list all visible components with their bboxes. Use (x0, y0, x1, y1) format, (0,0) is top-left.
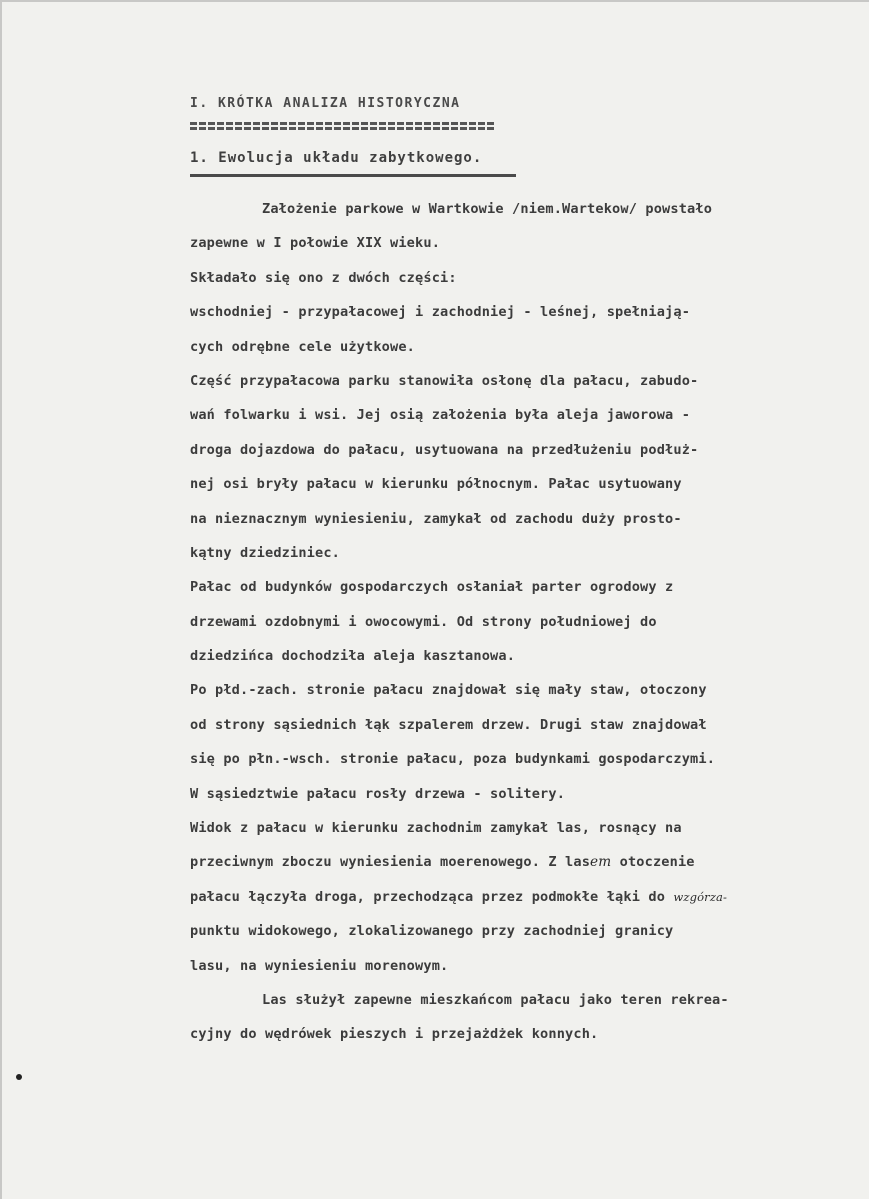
text-line: Las służył zapewne mieszkańcom pałacu jako teren rekrea- (262, 991, 729, 1008)
section-heading: I. KRÓTKA ANALIZA HISTORYCZNA (190, 96, 461, 111)
text-line: przeciwnym zboczu wyniesienia moerenowego. Z lasem otoczenie (190, 854, 695, 871)
text-line: wschodniej - przypałacowej i zachodniej - leśnej, spełniają- (190, 304, 691, 321)
text-line: Po płd.-zach. stronie pałacu znajdował się mały staw, otoczony (190, 682, 707, 699)
text-line: Składało się ono z dwóch części: (190, 269, 457, 286)
text-line: drzewami ozdobnymi i owocowymi. Od strony południowej do (190, 613, 657, 630)
body-text (190, 192, 860, 1052)
text-line: Założenie parkowe w Wartkowie /niem.Wartekow/ powstało (262, 201, 713, 217)
text-line: W sąsiedztwie pałacu rosły drzewa - solitery. (190, 785, 566, 802)
text-line: dziedzińca dochodziła aleja kasztanowa. (190, 648, 516, 665)
text-line: Część przypałacowa parku stanowiła osłonę dla pałacu, zabudo- (190, 372, 699, 389)
text-line: cyjny do wędrówek pieszych i przejażdżek konnych. (190, 1026, 599, 1043)
text-line: nej osi bryły pałacu w kierunku północnym. Pałac usytuowany (190, 476, 682, 493)
text-line: Widok z pałacu w kierunku zachodnim zamykał las, rosnący na (190, 820, 682, 837)
text-line: kątny dziedziniec. (190, 544, 341, 561)
text-line: Pałac od budynków gospodarczych osłaniał parter ogrodowy z (190, 579, 674, 596)
text-line: pałacu łączyła droga, przechodząca przez podmokłe łąki do wzgórza- (190, 888, 728, 905)
section-heading-underline (190, 122, 496, 130)
text-line: droga dojazdowa do pałacu, usytuowana na przedłużeniu podłuż- (190, 441, 699, 458)
text-line: cych odrębne cele użytkowe. (190, 338, 416, 355)
text-line: się po płn.-wsch. stronie pałacu, poza budynkami gospodarczymi. (190, 751, 716, 768)
text-line: od strony sąsiednich łąk szpalerem drzew. Drugi staw znajdował (190, 716, 707, 733)
text-line: zapewne w I połowie XIX wieku. (190, 235, 441, 252)
handwritten-insertion: wzgórza- (673, 889, 728, 904)
text-line: wań folwarku i wsi. Jej osią założenia była aleja jaworowa - (190, 407, 691, 424)
text-line: punktu widokowego, zlokalizowanego przy zachodniej granicy (190, 923, 674, 940)
handwritten-insertion: em (590, 854, 612, 871)
text-line: na nieznacznym wyniesieniu, zamykał od zachodu duży prosto- (190, 510, 682, 527)
subsection-heading: 1. Ewolucja układu zabytkowego. (190, 150, 483, 166)
subsection-heading-underline (190, 174, 516, 177)
margin-mark (16, 1074, 22, 1080)
text-line: lasu, na wyniesieniu morenowym. (190, 957, 449, 974)
